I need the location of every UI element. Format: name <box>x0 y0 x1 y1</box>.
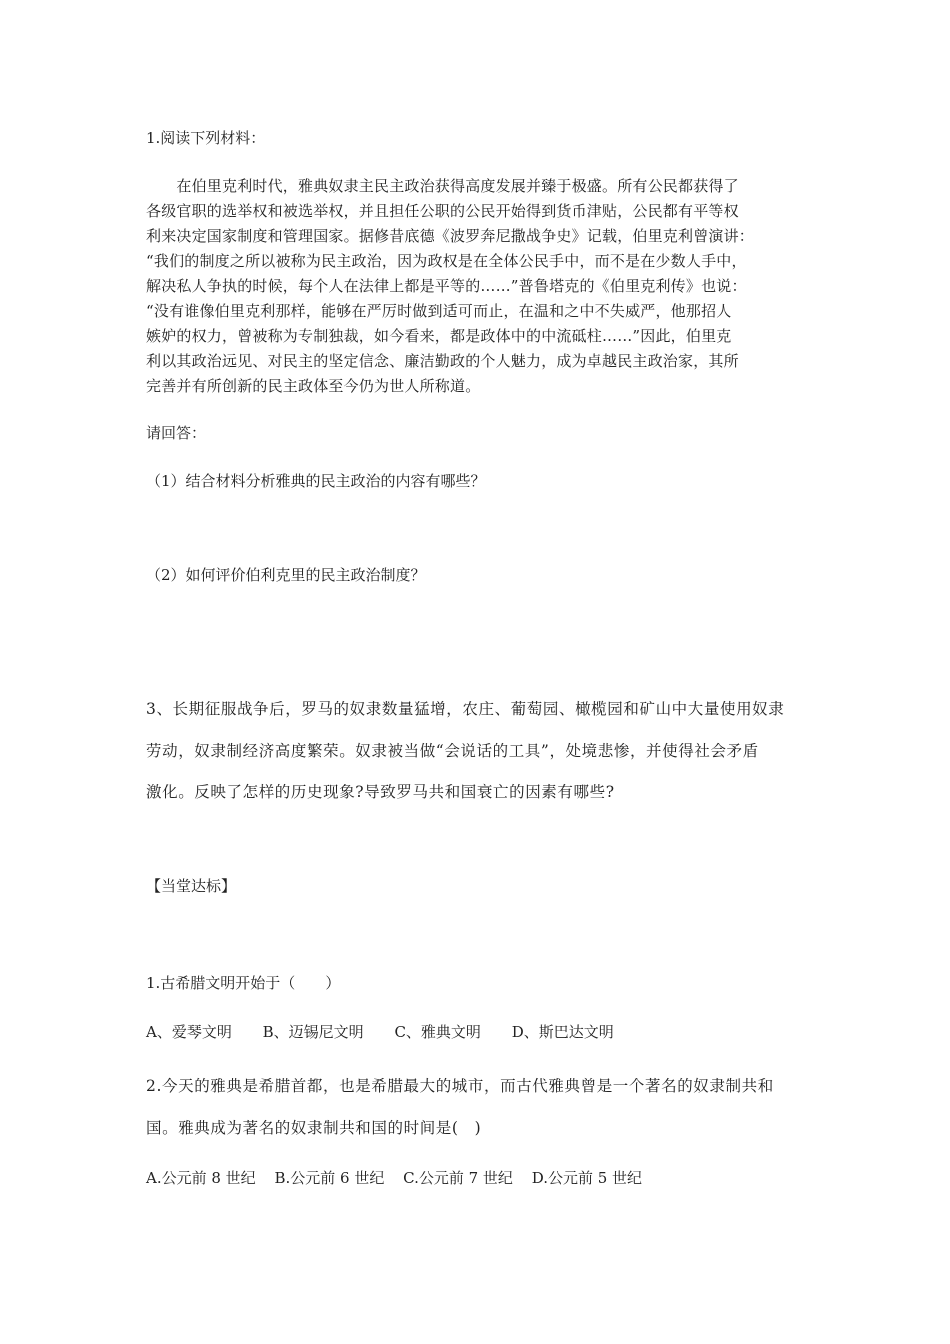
material-line: 利来决定国家制度和管理国家。据修昔底德《波罗奔尼撒战争史》记载，伯里克利曾演讲： <box>146 227 755 245</box>
please-answer-label: 请回答： <box>146 424 207 442</box>
material-line: 在伯里克利时代，雅典奴隶主民主政治获得高度发展并臻于极盛。所有公民都获得了 <box>146 177 739 195</box>
mc-1-option-c: C、雅典文明 <box>394 1023 481 1041</box>
sub-question-2: （2）如何评价伯利克里的民主政治制度？ <box>146 566 426 584</box>
mc-2-option-d: D.公元前 5 世纪 <box>531 1169 643 1187</box>
mc-2-options <box>146 1168 656 1188</box>
question-3-line: 劳动，奴隶制经济高度繁荣。奴隶被当做“会说话的工具”，处境悲惨，并使得社会矛盾 <box>146 742 759 760</box>
sub-question-1: （1）结合材料分析雅典的民主政治的内容有哪些？ <box>146 472 486 490</box>
material-line: “没有谁像伯里克利那样，能够在严厉时做到适可而止，在温和之中不失威严，他那招人 <box>146 302 732 320</box>
mc-2-stem-line: 2.今天的雅典是希腊首都，也是希腊最大的城市，而古代雅典曾是一个著名的奴隶制共和 <box>146 1077 774 1095</box>
question-3-line: 3、长期征服战争后，罗马的奴隶数量猛增，农庄、葡萄园、橄榄园和矿山中大量使用奴隶 <box>146 700 785 718</box>
section-heading: 【当堂达标】 <box>146 877 237 895</box>
mc-1-stem: 1.古希腊文明开始于（ ） <box>146 974 341 992</box>
material-intro: 1.阅读下列材料： <box>146 129 266 147</box>
material-line: 利以其政治远见、对民主的坚定信念、廉洁勤政的个人魅力，成为卓越民主政治家，其所 <box>146 352 739 370</box>
material-line: 完善并有所创新的民主政体至今仍为世人所称道。 <box>146 377 481 395</box>
mc-1-option-b: B、迈锡尼文明 <box>262 1023 364 1041</box>
material-line: 嫉妒的权力，曾被称为专制独裁，如今看来，都是政体中的中流砥柱……”因此，伯里克 <box>146 327 732 345</box>
mc-2-option-c: C.公元前 7 世纪 <box>403 1169 513 1187</box>
material-line: “我们的制度之所以被称为民主政治，因为政权是在全体公民手中，而不是在少数人手中， <box>146 252 747 270</box>
mc-2-option-b: B.公元前 6 世纪 <box>274 1169 385 1187</box>
question-3-line: 激化。反映了怎样的历史现象?导致罗马共和国衰亡的因素有哪些? <box>146 783 615 801</box>
mc-2-stem-line: 国。雅典成为著名的奴隶制共和国的时间是( ) <box>146 1119 482 1137</box>
mc-2-option-a: A.公元前 8 世纪 <box>146 1169 256 1187</box>
material-line: 解决私人争执的时候，每个人在法律上都是平等的……”普鲁塔克的《伯里克利传》也说： <box>146 277 747 295</box>
mc-1-option-a: A、爱琴文明 <box>146 1023 232 1041</box>
mc-1-option-d: D、斯巴达文明 <box>511 1023 614 1041</box>
material-line: 各级官职的选举权和被选举权，并且担任公职的公民开始得到货币津贴，公民都有平等权 <box>146 202 739 220</box>
mc-1-options <box>146 1022 640 1042</box>
